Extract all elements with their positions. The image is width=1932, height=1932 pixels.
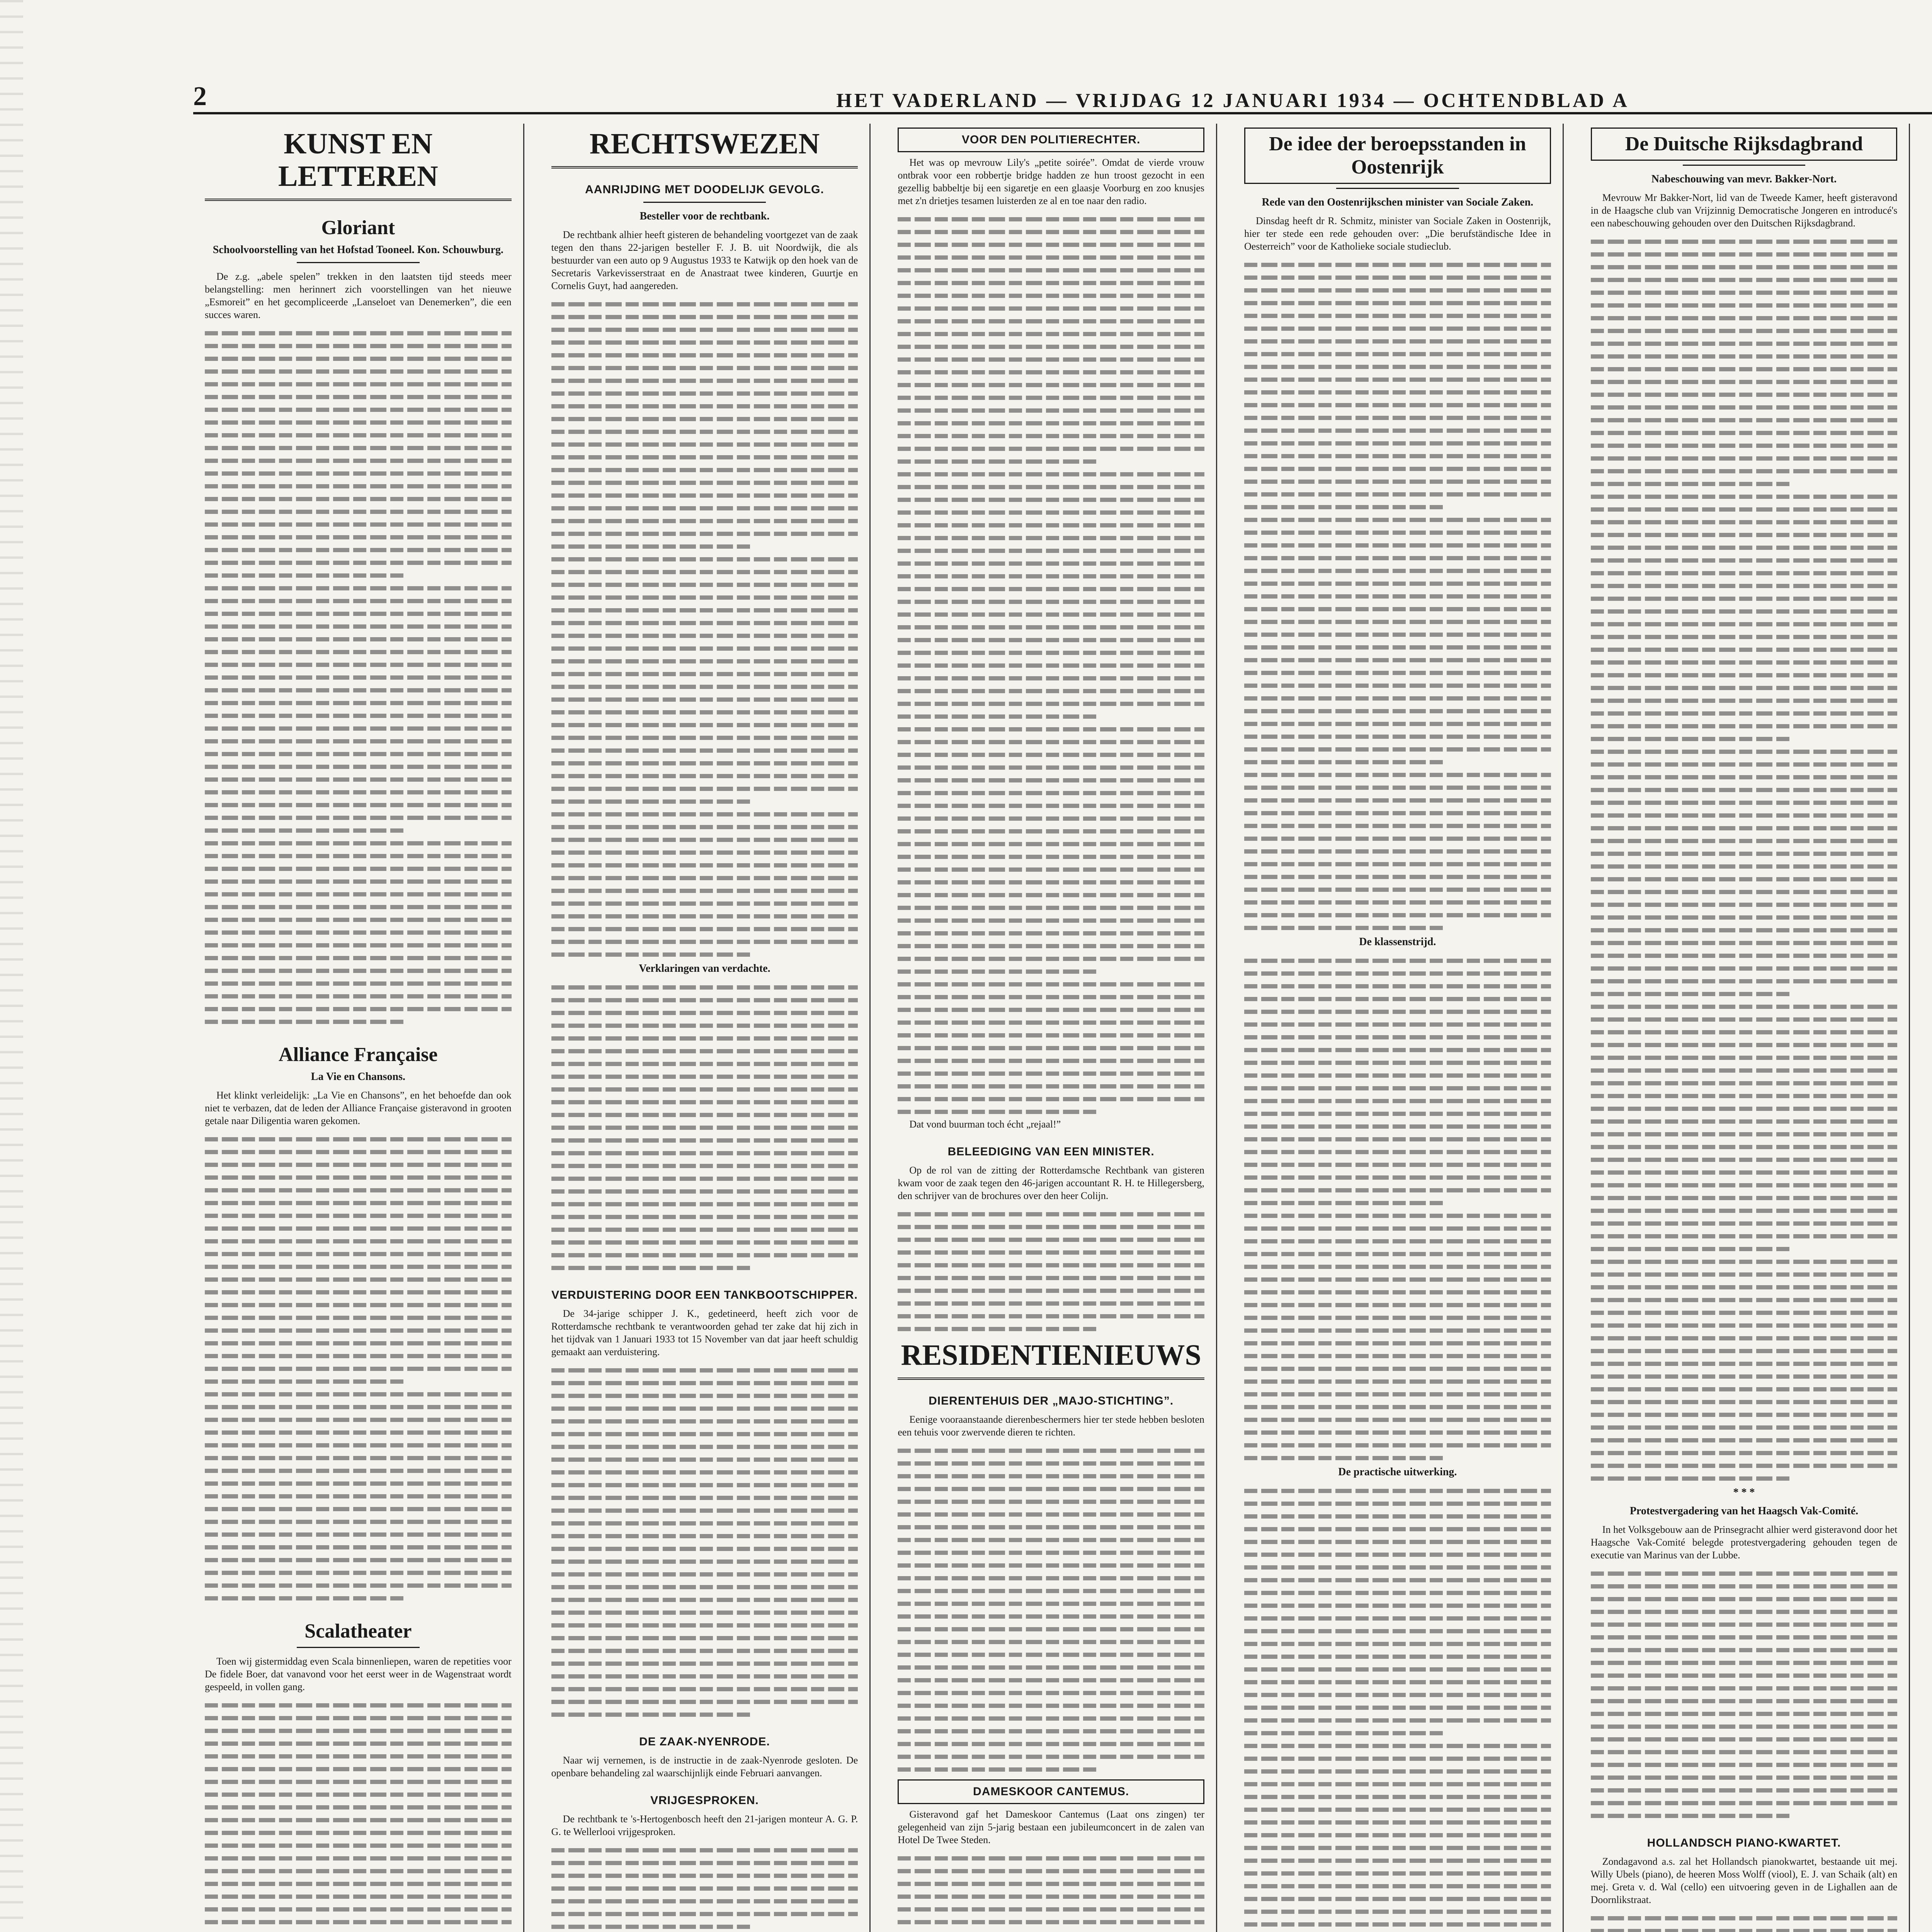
article-text-block	[898, 1852, 1204, 1932]
divider	[1683, 165, 1805, 166]
article-closing-line: Dat vond buurman toch écht „rejaal!”	[909, 1119, 1061, 1130]
article-title: HOLLANDSCH PIANO-KWARTET.	[1647, 1837, 1841, 1849]
article-title: Scalatheater	[304, 1620, 412, 1642]
article-subtitle: De practische uitwerking.	[1338, 1466, 1457, 1478]
article-text-block	[1591, 1912, 1898, 1932]
article-text-block	[551, 298, 858, 961]
column-kunst-en-letteren	[193, 124, 524, 1932]
page-number: 2	[193, 82, 209, 111]
article-title: AANRIJDING MET DOODELIJK GEVOLG.	[585, 183, 824, 196]
article-subtitle: Verklaringen van verdachte.	[639, 963, 770, 975]
separator-stars: * * *	[1733, 1486, 1755, 1498]
article-text-block	[898, 1444, 1204, 1776]
article-text-block	[1244, 1484, 1551, 1932]
article-text-block	[1244, 954, 1551, 1464]
article-body: De rechtbank te 's-Hertogenbosch heeft den 21-jarigen monteur A. G. P. G. te Wellerlooi vrijgesproken.	[551, 1813, 858, 1837]
article-text-block	[1591, 1567, 1898, 1822]
article-body: Naar wij vernemen, is de instructie in de zaak-Nyenrode gesloten. De openbare behandeling zal waarschijnlijk einde Februari aanvangen.	[551, 1755, 858, 1779]
article-body: De 34-jarige schipper J. K., gedetineerd, heeft zich voor de Rotterdamsche rechtbank te verantwoorden gehad ter zake dat hij zich in het tijdvak van 1 Januari 1933 tot 15 November van dat jaar heeft schuldig gemaakt aan verduistering.	[551, 1308, 858, 1357]
divider	[297, 1647, 419, 1648]
article-title: DE ZAAK-NYENRODE.	[639, 1735, 770, 1748]
article-body: Toen wij gistermiddag even Scala binnenliepen, waren de repetities voor De fidele Boer, dat vanavond voor het eerst weer in de Wagenstraat wordt gespeeld, in vollen gang.	[205, 1656, 512, 1692]
section-heading: KUNST EN LETTEREN	[205, 128, 512, 201]
article-title: Gloriant	[321, 217, 395, 239]
article-body: Op de rol van de zitting der Rotterdamsche Rechtbank van gisteren kwam voor de zaak tegen den 46-jarigen accountant R. H. te Hillegersberg, den schrijver van de brochures over den heer Colijn.	[898, 1165, 1204, 1201]
article-text-block	[551, 1844, 858, 1932]
article-body: In het Volksgebouw aan de Prinsegracht alhier werd gisteravond door het Haagsche Vak-Comité belegde protestvergadering gehouden tegen de executie van Marinus van der Lubbe.	[1590, 1524, 1898, 1561]
article-text-block	[205, 327, 512, 1028]
article-title: De idee der beroepsstanden in Oostenrijk	[1244, 128, 1551, 184]
newspaper-columns	[193, 124, 1932, 1932]
masthead-line: HET VADERLAND — VRIJDAG 12 JANUARI 1934 — OCHTENDBLAD A	[836, 90, 1629, 112]
article-subtitle: Schoolvoorstelling van het Hofstad Tooneel. Kon. Schouwburg.	[213, 244, 503, 256]
article-body: Mevrouw Mr Bakker-Nort, lid van de Tweede Kamer, heeft gisteravond in de Haagsche club van Vrijzinnig Democratische Jongeren en introducé's een nabeschouwing gehouden over den Duitschen Rijksdagbrand.	[1590, 192, 1898, 229]
article-text-block	[205, 1133, 512, 1604]
column-eckehart	[1925, 124, 1932, 1932]
article-text-block	[205, 1699, 512, 1932]
article-text-block	[898, 213, 1204, 1118]
article-body: Gisteravond gaf het Dameskoor Cantemus (Laat ons zingen) ter gelegenheid van zijn 5-jarig bestaan een jubileumconcert in de zalen van Hotel De Twee Steden.	[898, 1809, 1204, 1845]
article-title: De Duitsche Rijksdagbrand	[1591, 128, 1898, 161]
column-beroepsstanden	[1233, 124, 1564, 1932]
article-subtitle: Nabeschouwing van mevr. Bakker-Nort.	[1651, 173, 1837, 185]
article-subtitle: Rede van den Oostenrijkschen minister van Sociale Zaken.	[1262, 196, 1534, 208]
article-title: Protestvergadering van het Haagsch Vak-Comité.	[1629, 1505, 1859, 1517]
article-title: DIERENTEHUIS DER „MAJO-STICHTING”.	[929, 1395, 1174, 1407]
divider	[297, 262, 419, 263]
article-title: Alliance Française	[279, 1044, 438, 1066]
article-title: VERDUISTERING DOOR EEN TANKBOOTSCHIPPER.	[551, 1289, 858, 1301]
article-subtitle: Besteller voor de rechtbank.	[639, 210, 770, 222]
article-text-block	[551, 981, 858, 1274]
article-body: Eenige vooraanstaande dierenbeschermers hier ter stede hebben besloten een tehuis voor zwervende dieren te richten.	[898, 1414, 1204, 1438]
article-title: BELEEDIGING VAN EEN MINISTER.	[947, 1145, 1155, 1158]
article-text-block	[1244, 258, 1551, 934]
article-title: DAMESKOOR CANTEMUS.	[898, 1779, 1204, 1804]
article-body: De rechtbank alhier heeft gisteren de behandeling voortgezet van de zaak tegen den thans 22-jarigen besteller F. J. B. uit Noordwijk, die als bestuurder van een auto op 9 Augustus 1933 te Katwijk op den hoek van de Secretaris Varkevisserstraat en de Anastraat twee kinderen, Guurtje en Cornelis Guyt, had aangereden.	[551, 229, 858, 291]
divider	[1336, 188, 1459, 189]
section-heading: RESIDENTIENIEUWS	[898, 1339, 1204, 1380]
column-rechtswezen	[540, 124, 871, 1932]
article-title: VRIJGESPROKEN.	[650, 1794, 759, 1807]
column-politierechter	[886, 124, 1217, 1932]
article-subtitle: La Vie en Chansons.	[311, 1071, 405, 1083]
article-body: De z.g. „abele spelen” trekken in den laatsten tijd steeds meer belangstelling: men herinnert zich voorstellingen van het nieuwe „Esmoreit” en het gecompliceerde „Lanseloet van Denemerken”, die een succes waren.	[205, 271, 512, 320]
article-text-block	[551, 1364, 858, 1721]
article-body: Het klinkt verleidelijk: „La Vie en Chansons”, en het behoefde dan ook niet te verbazen, dat de leden der Alliance Française gisteravond in grooten getale naar Diligentia waren gekomen.	[205, 1090, 512, 1126]
masthead	[193, 77, 1932, 114]
column-rijksdagbrand	[1579, 124, 1910, 1932]
article-body: Dinsdag heeft dr R. Schmitz, minister van Sociale Zaken in Oostenrijk, hier ter stede een rede gehouden over: „Die berufständische Idee in Oesterreich” voor de Katholieke sociale studieclub.	[1244, 215, 1551, 252]
section-heading: VOOR DEN POLITIERECHTER.	[898, 128, 1204, 152]
article-subtitle: De klassenstrijd.	[1359, 936, 1436, 948]
divider	[643, 202, 766, 203]
section-heading: RECHTSWEZEN	[551, 128, 858, 168]
article-body: Zondagavond a.s. zal het Hollandsch pianokwartet, bestaande uit mej. Willy Ubels (piano), de heeren Moss Wolff (viool), E. J. van Schaik (alt) en mej. Greta v. d. Wal (cello) een uitvoering geven in de Lighallen aan de Doornlikstraat.	[1590, 1856, 1898, 1905]
article-text-block	[1591, 235, 1898, 1485]
article-text-block	[898, 1208, 1204, 1335]
article-body: Het was op mevrouw Lily's „petite soirée”. Omdat de vierde vrouw ontbrak voor een robbertje bridge hadden ze hun troost gezocht in een gezellig babbeltje bij een sigaretje en een glaasje Voorburg en zoo knusjes met z'n drietjes tesamen luisterden ze al en toe naar den radio.	[898, 157, 1204, 206]
scan-edge	[0, 0, 23, 1932]
